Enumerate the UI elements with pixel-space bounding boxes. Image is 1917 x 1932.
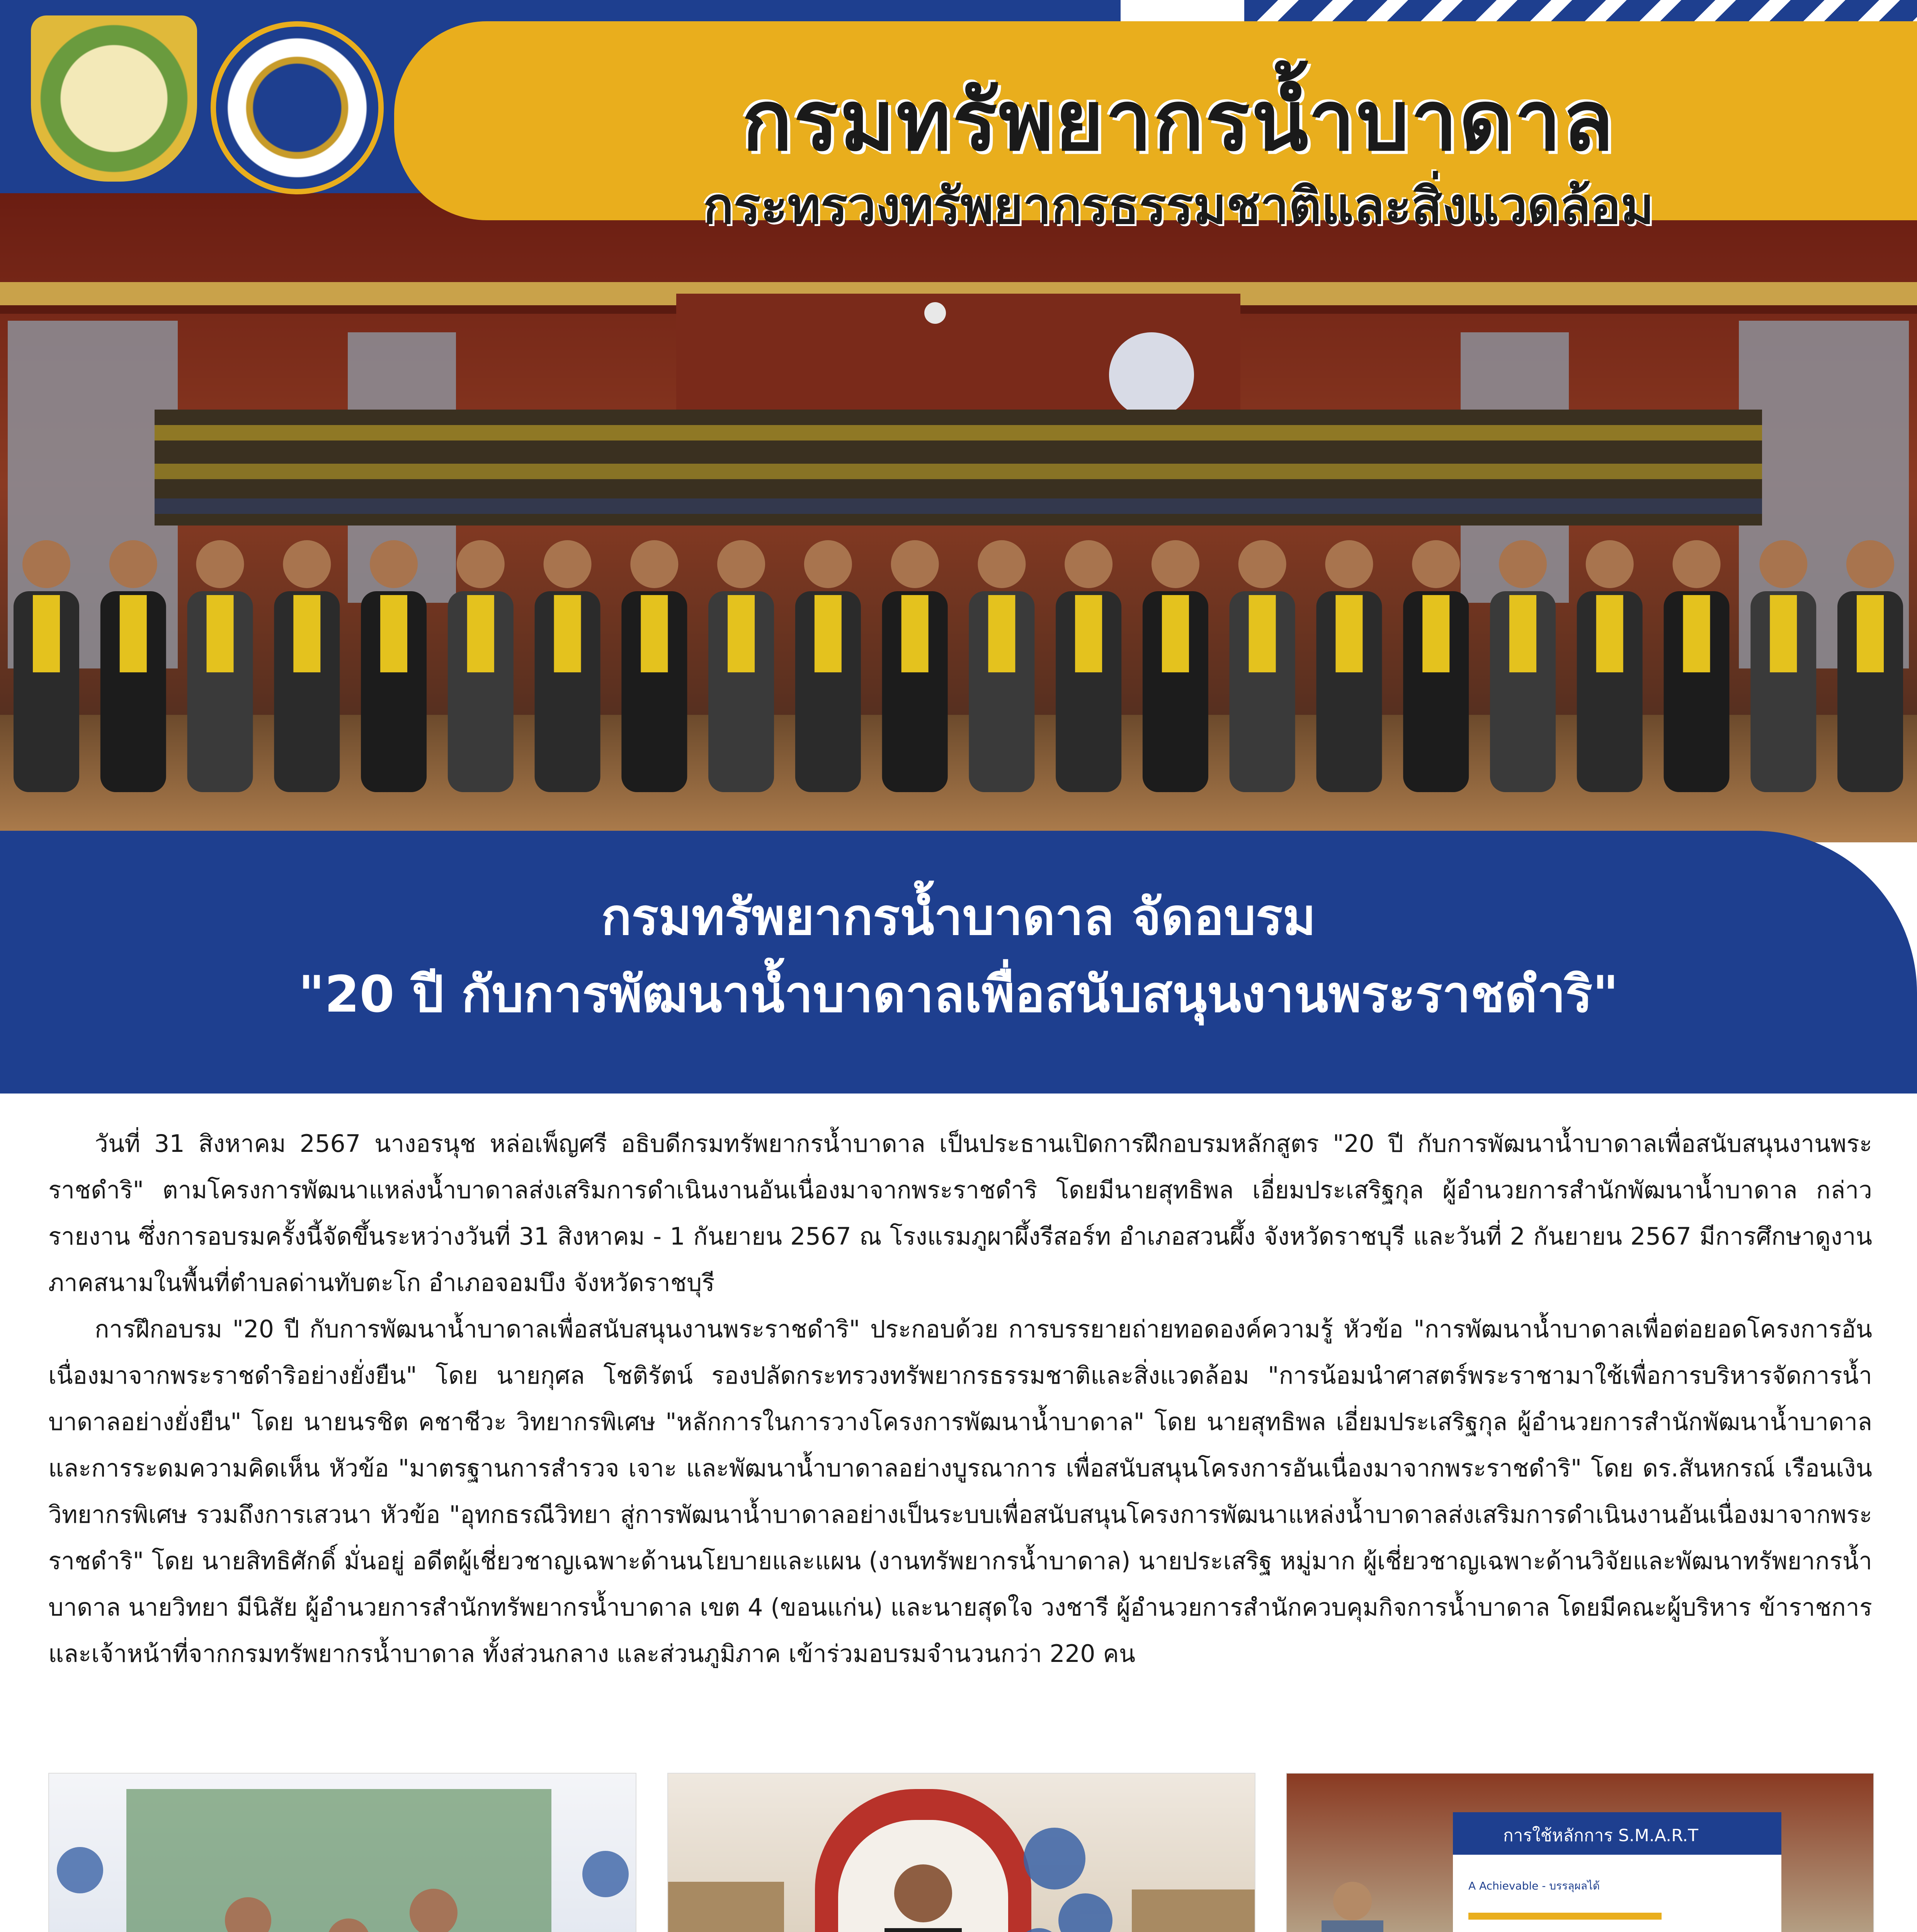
hero-person-shirt	[1770, 595, 1797, 672]
hero-person-shirt	[554, 595, 581, 672]
photo-lecture-slide	[1286, 1773, 1874, 1932]
hero-person-shirt	[1422, 595, 1449, 672]
hero-person-shirt	[988, 595, 1015, 672]
hero-person-head	[1152, 540, 1199, 588]
hero-person-head	[717, 540, 765, 588]
hero-person-shirt	[1683, 595, 1710, 672]
header-subtitle: กระทรวงทรัพยากรธรรมชาติและสิ่งแวดล้อม	[703, 177, 1654, 235]
hero-person-shirt	[1596, 595, 1623, 672]
hero-person-head	[457, 540, 505, 588]
hero-person-shirt	[1249, 595, 1276, 672]
hero-person-head	[196, 540, 244, 588]
hero-person-head	[1759, 540, 1807, 588]
dgr-logo	[211, 21, 384, 194]
hero-person-shirt	[120, 595, 147, 672]
hero-person-shirt	[33, 595, 60, 672]
hero-person-shirt	[1509, 595, 1536, 672]
hero-person-head	[630, 540, 678, 588]
hero-person-head	[370, 540, 418, 588]
hero-person-head	[544, 540, 592, 588]
hero-person-shirt	[728, 595, 755, 672]
hero-person-head	[1325, 540, 1373, 588]
hero-person-head	[891, 540, 939, 588]
ministry-seal-logo	[31, 15, 197, 182]
photo-opening-ceremony	[48, 1773, 636, 1932]
hero-photo-illustration	[0, 193, 1917, 842]
hero-person-shirt	[380, 595, 407, 672]
hero-group-photo	[0, 193, 1917, 842]
hero-person-head	[109, 540, 157, 588]
paragraph-2: การฝึกอบรม "20 ปี กับการพัฒนาน้ำบาดาลเพื่อสนับสนุนงานพระราชดำริ" ประกอบด้วย การบรรยายถ่ายทอดองค์ความรู้ หัวข้อ "การพัฒนาน้ำบาดาลเพื่อต่อยอดโครงการอันเนื่องมาจากพระราชดำริอย่างยั่งยืน" โดย นายกุศล โชติรัตน์ รองปลัดกระทรวงทรัพยากรธรรมชาติและสิ่งแวดล้อม "การน้อมนำศาสตร์พระราชามาใช้เพื่อการบริหารจัดการน้ำบาดาลอย่างยั่งยืน" โดย นายนรชิต คชาชีวะ วิทยากรพิเศษ "หลักการในการวางโครงการพัฒนาน้ำบาดาล" โดย นายสุทธิพล เอี่ยมประเสริฐกุล ผู้อำนวยการสำนักพัฒนาน้ำบาดาล และการระดมความคิดเห็น หัวข้อ "มาตรฐานการสำรวจ เจาะ และพัฒนาน้ำบาดาลอย่างบูรณาการ เพื่อสนับสนุนโครงการอันเนื่องมาจากพระราชดำริ" โดย ดร.สันหกรณ์ เรือนเงิน วิทยากรพิเศษ รวมถึงการเสวนา หัวข้อ "อุทกธรณีวิทยา สู่การพัฒนาน้ำบาดาลอย่างเป็นระบบเพื่อสนับสนุนโครงการพัฒนาแหล่งน้ำบาดาลส่งเสริมการดำเนินงานอันเนื่องมาจากพระราชดำริ" โดย นายสิทธิศักดิ์ มั่นอยู่ อดีตผู้เชี่ยวชาญเฉพาะด้านนโยบายและแผน (งานทรัพยากรน้ำบาดาล) นายประเสริฐ หมู่มาก ผู้เชี่ยวชาญเฉพาะด้านวิจัยและพัฒนาทรัพยากรน้ำบาดาล นายวิทยา มีนิสัย ผู้อำนวยการสำนักทรัพยากรน้ำบาดาล เขต 4 (ขอนแก่น) และนายสุดใจ วงชารี ผู้อำนวยการสำนักควบคุมกิจการน้ำบาดาล โดยมีคณะผู้บริหาร ข้าราชการ และเจ้าหน้าที่จากกรมทรัพยากรน้ำบาดาล ทั้งส่วนกลาง และส่วนภูมิภาค เข้าร่วมอบรมจำนวนกว่า 220 คน	[48, 1315, 1872, 1668]
photo-speaker-podium	[667, 1773, 1255, 1932]
hero-person-shirt	[293, 595, 320, 672]
hero-person-shirt	[1162, 595, 1189, 672]
slide-title: การใช้หลักการ S.M.A.R.T	[1503, 1826, 1698, 1845]
hero-person-shirt	[1075, 595, 1102, 672]
hero-person-head	[1586, 540, 1634, 588]
hero-person-shirt	[1335, 595, 1362, 672]
hero-person-shirt	[815, 595, 842, 672]
hero-person-head	[1412, 540, 1460, 588]
hero-person-shirt	[902, 595, 929, 672]
hero-person-head	[22, 540, 70, 588]
hero-person-head	[1238, 540, 1286, 588]
paragraph-1: วันที่ 31 สิงหาคม 2567 นางอรนุช หล่อเพ็ญศรี อธิบดีกรมทรัพยากรน้ำบาดาล เป็นประธานเปิดการฝึกอบรมหลักสูตร "20 ปี กับการพัฒนาน้ำบาดาลเพื่อสนับสนุนงานพระราชดำริ" ตามโครงการพัฒนาแหล่งน้ำบาดาลส่งเสริมการดำเนินงานอันเนื่องมาจากพระราชดำริ โดยมีนายสุทธิพล เอี่ยมประเสริฐกุล ผู้อำนวยการสำนักพัฒนาน้ำบาดาล กล่าวรายงาน ซึ่งการอบรมครั้งนี้จัดขึ้นระหว่างวันที่ 31 สิงหาคม - 1 กันยายน 2567 ณ โรงแรมภูผาผึ้งรีสอร์ท อำเภอสวนผึ้ง จังหวัดราชบุรี และวันที่ 2 กันยายน 2567 มีการศึกษาดูงานภาคสนามในพื้นที่ตำบลด่านทับตะโก อำเภอจอมบึง จังหวัดราชบุรี	[48, 1129, 1872, 1297]
headline-line-2: "20 ปี กับการพัฒนาน้ำบาดาลเพื่อสนับสนุนงานพระราชดำริ"	[298, 965, 1619, 1024]
hero-person-head	[1065, 540, 1112, 588]
hero-person-shirt	[207, 595, 234, 672]
hero-person-head	[804, 540, 852, 588]
hero-person-head	[1846, 540, 1894, 588]
article-body	[48, 1121, 1872, 1677]
slide-line: A Achievable - บรรลุผลได้	[1468, 1879, 1600, 1892]
headline-line-1: กรมทรัพยากรน้ำบาดาล จัดอบรม	[601, 888, 1316, 946]
hero-person-head	[283, 540, 331, 588]
hero-person-head	[978, 540, 1026, 588]
hero-person-shirt	[1857, 595, 1884, 672]
header-title: กรมทรัพยากรน้ำบาดาล	[742, 72, 1615, 169]
hero-person-shirt	[467, 595, 494, 672]
hero-person-head	[1672, 540, 1720, 588]
hero-person-shirt	[641, 595, 668, 672]
hero-person-head	[1499, 540, 1547, 588]
